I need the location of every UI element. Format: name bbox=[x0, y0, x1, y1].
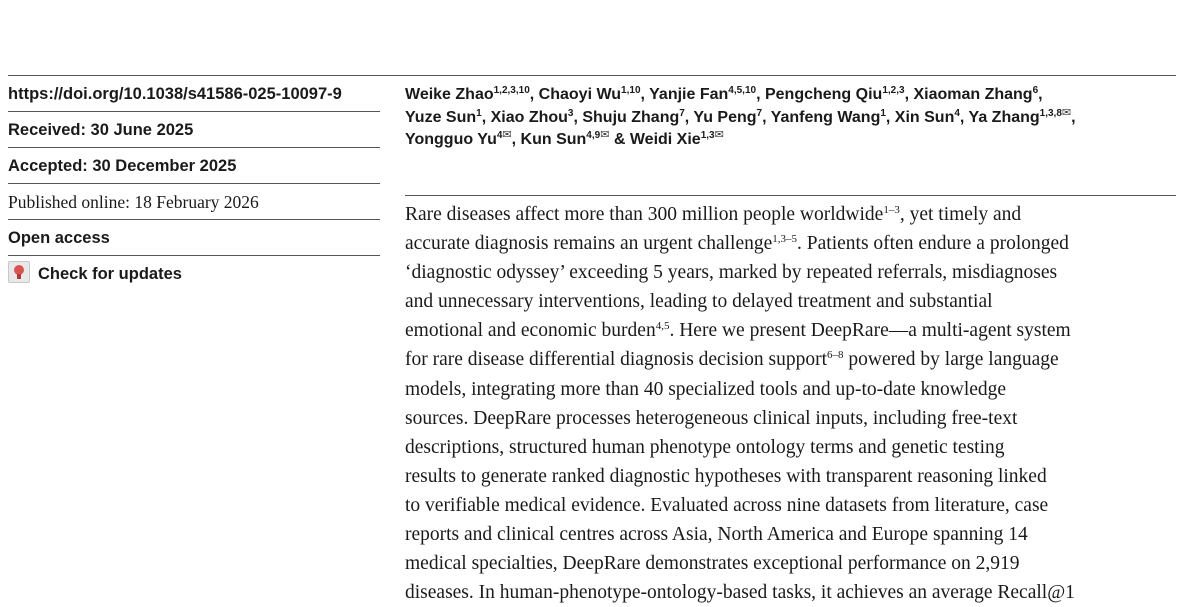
author-separator: , bbox=[511, 131, 521, 148]
abstract-text: for rare disease differential diagnosis decision support bbox=[405, 349, 828, 371]
abstract-text: Rare diseases affect more than 300 million people worldwide bbox=[405, 204, 884, 225]
author[interactable] bbox=[693, 109, 762, 126]
received-date: Received: 30 June 2025 bbox=[8, 112, 380, 148]
abstract-line bbox=[405, 404, 1185, 433]
abstract-line bbox=[405, 375, 1185, 404]
author-name: Yuze Sun bbox=[405, 108, 477, 126]
abstract-text: results to generate ranked diagnostic hypotheses with transparent reasoning linked bbox=[405, 465, 1047, 487]
abstract-text: sources. DeepRare processes heterogeneous clinical inputs, including free-text bbox=[405, 407, 1018, 429]
affiliation-superscript: 1,2,3 bbox=[882, 85, 905, 96]
abstract-text: medical specialties, DeepRare demonstrates exceptional performance on 2,919 bbox=[405, 553, 1020, 575]
envelope-icon[interactable]: ✉ bbox=[502, 129, 512, 141]
abstract-text: reports and clinical centres across Asia, North America and Europe spanning 14 bbox=[405, 524, 1028, 546]
author[interactable] bbox=[968, 106, 1072, 126]
author-separator: , bbox=[529, 86, 539, 103]
author-separator: , bbox=[762, 108, 771, 126]
author[interactable] bbox=[630, 131, 724, 148]
author[interactable] bbox=[521, 131, 610, 148]
author-name: Weike Zhao bbox=[405, 86, 494, 103]
abstract-text: , yet timely and bbox=[899, 204, 1022, 225]
author-name: Xiaoman Zhang bbox=[913, 86, 1033, 103]
citation-superscript[interactable]: 1,3–5 bbox=[772, 233, 798, 246]
abstract-line bbox=[405, 491, 1185, 520]
abstract-text: and unnecessary interventions, leading to delayed treatment and substantial bbox=[405, 291, 993, 313]
crossmark-icon bbox=[8, 261, 30, 283]
author[interactable] bbox=[913, 86, 1038, 103]
author[interactable] bbox=[405, 109, 482, 126]
abstract-line bbox=[405, 229, 1185, 258]
author-name: Yanjie Fan bbox=[649, 86, 729, 103]
article-metadata bbox=[8, 76, 380, 291]
abstract-line bbox=[405, 316, 1185, 345]
citation-superscript[interactable]: 4,5 bbox=[655, 320, 670, 333]
abstract bbox=[405, 200, 1185, 607]
author-name: Chaoyi Wu bbox=[538, 86, 622, 103]
author[interactable] bbox=[539, 86, 641, 103]
author-list bbox=[405, 84, 1175, 152]
author[interactable] bbox=[405, 131, 512, 148]
citation-superscript[interactable]: 1–3 bbox=[883, 204, 900, 216]
author-name: Yanfeng Wang bbox=[770, 108, 881, 126]
affiliation-superscript: 4,9 bbox=[586, 130, 601, 141]
affiliation-superscript: 1 bbox=[880, 107, 886, 119]
author-separator: , bbox=[1038, 86, 1043, 103]
affiliation-superscript: 1,3,8 bbox=[1039, 107, 1062, 119]
affiliation-superscript: 3 bbox=[567, 107, 574, 119]
author-name: Shuju Zhang bbox=[582, 108, 680, 126]
abstract-rule bbox=[405, 195, 1176, 196]
abstract-text: powered by large language bbox=[843, 349, 1059, 371]
accepted-date: Accepted: 30 December 2025 bbox=[8, 148, 380, 184]
abstract-text: to verifiable medical evidence. Evaluated across nine datasets from literature, case bbox=[405, 494, 1049, 516]
author-separator: , bbox=[640, 86, 650, 103]
abstract-line bbox=[405, 520, 1185, 549]
affiliation-superscript: 1 bbox=[476, 107, 482, 119]
abstract-text: diseases. In human-phenotype-ontology-based tasks, it achieves an average Recall@1 bbox=[405, 582, 1075, 604]
published-date: Published online: 18 February 2026 bbox=[8, 184, 380, 220]
author-separator: , bbox=[959, 108, 969, 126]
abstract-text: descriptions, structured human phenotype ontology terms and genetic testing bbox=[405, 436, 1005, 458]
author-name: Yongguo Yu bbox=[405, 131, 497, 148]
abstract-text: ‘diagnostic odyssey’ exceeding 5 years, marked by repeated referrals, misdiagnoses bbox=[405, 262, 1058, 284]
abstract-text: . Patients often endure a prolonged bbox=[797, 233, 1069, 255]
abstract-text: emotional and economic burden bbox=[405, 320, 656, 342]
author[interactable] bbox=[771, 109, 886, 126]
affiliation-superscript: 4,5,10 bbox=[728, 85, 757, 96]
author-name: Ya Zhang bbox=[968, 108, 1040, 126]
author-separator: & bbox=[609, 131, 630, 148]
affiliation-superscript: 4 bbox=[496, 130, 503, 141]
author[interactable] bbox=[491, 109, 574, 126]
affiliation-superscript: 7 bbox=[679, 107, 685, 119]
author[interactable] bbox=[765, 86, 905, 103]
author-separator: , bbox=[885, 108, 895, 126]
author-name: Xiao Zhou bbox=[490, 108, 568, 126]
abstract-line bbox=[405, 549, 1185, 578]
abstract-line bbox=[405, 345, 1185, 374]
author-name: Kun Sun bbox=[520, 131, 587, 148]
author-separator: , bbox=[684, 108, 694, 126]
affiliation-superscript: 1,3 bbox=[700, 130, 715, 141]
author-name: Weidi Xie bbox=[629, 131, 701, 148]
abstract-line bbox=[405, 287, 1185, 316]
check-for-updates-button[interactable] bbox=[8, 256, 380, 291]
envelope-icon[interactable]: ✉ bbox=[600, 129, 610, 141]
author-name: Yu Peng bbox=[693, 108, 757, 126]
author[interactable] bbox=[405, 86, 530, 103]
abstract-line bbox=[405, 578, 1185, 607]
affiliation-superscript: 7 bbox=[756, 107, 763, 119]
doi-row bbox=[8, 76, 380, 112]
author-separator: , bbox=[481, 108, 491, 126]
affiliation-superscript: 1,10 bbox=[621, 85, 641, 96]
abstract-line bbox=[405, 462, 1185, 491]
affiliation-superscript: 6 bbox=[1032, 85, 1039, 96]
doi-link[interactable]: https://doi.org/10.1038/s41586-025-10097-9 bbox=[8, 85, 342, 103]
author[interactable] bbox=[582, 109, 684, 126]
abstract-text: models, integrating more than 40 specialized tools and up-to-date knowledge bbox=[405, 378, 1007, 400]
author-separator: , bbox=[904, 86, 914, 103]
author-separator: , bbox=[1071, 108, 1076, 126]
abstract-text: . Here we present DeepRare—a multi-agent system bbox=[669, 320, 1071, 342]
affiliation-superscript: 1,2,3,10 bbox=[493, 85, 530, 96]
author-separator: , bbox=[756, 86, 765, 103]
check-for-updates-label: Check for updates bbox=[38, 265, 182, 283]
envelope-icon[interactable]: ✉ bbox=[1061, 106, 1072, 119]
author-name: Xin Sun bbox=[894, 108, 955, 126]
citation-superscript[interactable]: 6–8 bbox=[827, 349, 844, 362]
abstract-line bbox=[405, 200, 1185, 229]
author[interactable] bbox=[649, 86, 756, 103]
author-separator: , bbox=[573, 108, 583, 126]
abstract-line bbox=[405, 433, 1185, 462]
author-name: Pengcheng Qiu bbox=[764, 86, 883, 103]
abstract-text: accurate diagnosis remains an urgent challenge bbox=[405, 233, 773, 255]
open-access-label: Open access bbox=[8, 220, 380, 256]
envelope-icon[interactable]: ✉ bbox=[714, 129, 724, 141]
abstract-line bbox=[405, 258, 1185, 287]
affiliation-superscript: 4 bbox=[954, 107, 960, 119]
author[interactable] bbox=[895, 109, 960, 126]
